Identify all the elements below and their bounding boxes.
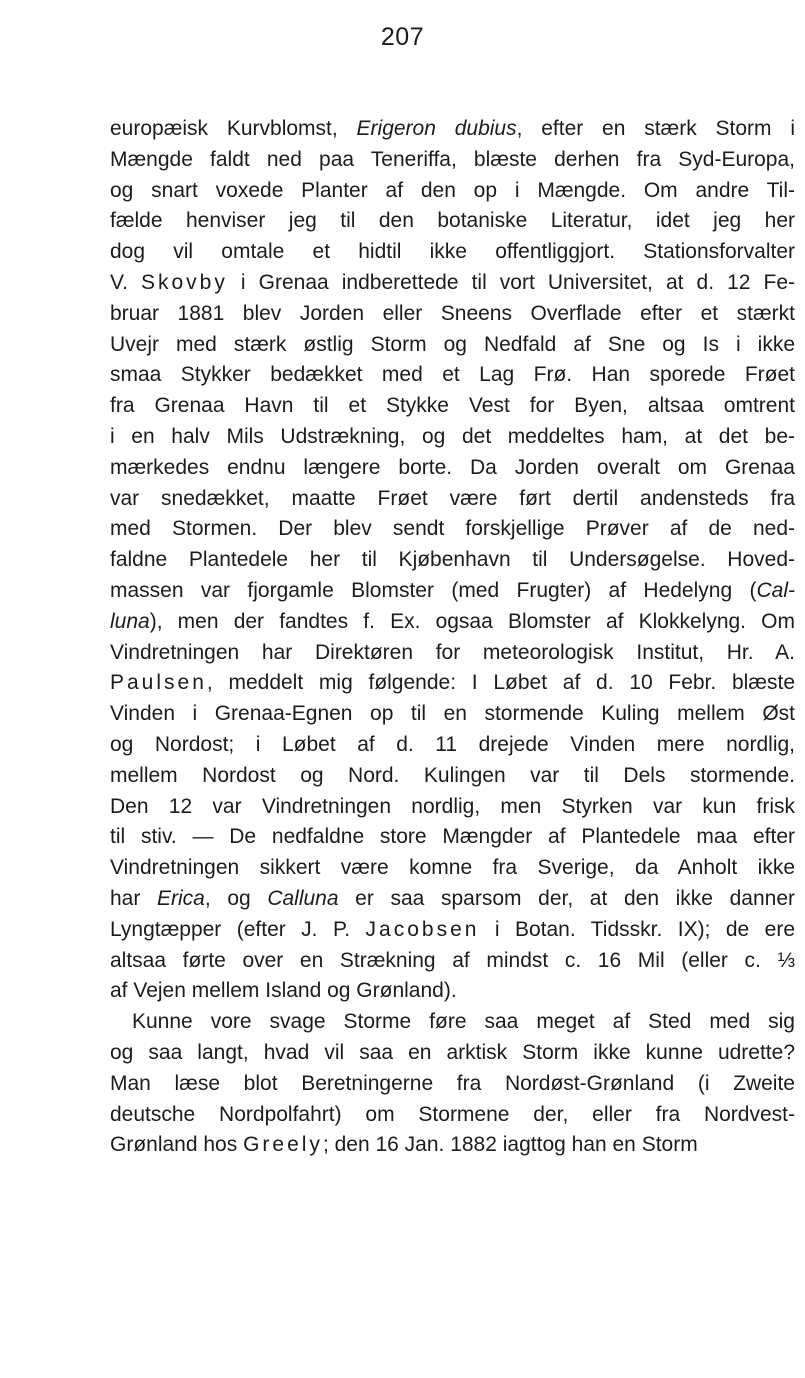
text-run: Lyngtæpper (efter J. P.	[110, 917, 366, 941]
text-run: i Botan. Tidsskr. IX); de ere	[479, 917, 795, 941]
text-line	[110, 114, 795, 145]
text-run: er saa sparsom der, at den ikke danner	[338, 886, 795, 910]
text-line	[110, 453, 795, 484]
text-run: faldne Plantedele her til Kjøbenhavn til Undersøgelse. Hoved-	[110, 548, 795, 572]
text-run: Erica	[157, 886, 205, 910]
text-line	[110, 576, 795, 607]
text-line	[110, 268, 795, 299]
text-line	[110, 299, 795, 330]
text-run: ; den 16 Jan. 1882 iagttog han en Storm	[322, 1133, 698, 1157]
text-run: Kunne vore svage Storme føre saa meget af Sted med sig	[132, 1010, 795, 1034]
text-line	[110, 976, 795, 1007]
text-line	[110, 822, 795, 853]
body-text	[110, 114, 795, 1161]
text-run: Vindretningen har Direktøren for meteorologisk Institut, Hr. A.	[110, 640, 795, 664]
text-run: altsaa førte over en Strækning af mindst c. 16 Mil (eller c. ⅓	[110, 948, 795, 972]
text-run: , meddelt mig følgende: I Løbet af d. 10 Febr. blæste	[206, 671, 795, 695]
text-run: Cal-	[756, 578, 795, 602]
text-run: fra Grenaa Havn til et Stykke Vest for Byen, altsaa omtrent	[110, 394, 795, 418]
text-run: til stiv. — De nedfaldne store Mængder af Plantedele maa efter	[110, 825, 795, 849]
text-run: har	[110, 886, 157, 910]
text-run: af Vejen mellem Island og Grønland).	[110, 979, 457, 1003]
text-line	[110, 638, 795, 669]
text-line	[110, 792, 795, 823]
text-line	[110, 484, 795, 515]
text-line	[110, 145, 795, 176]
text-run: mellem Nordost og Nord. Kulingen var til Dels stormende.	[110, 763, 795, 787]
text-run: og snart voxede Planter af den op i Mængde. Om andre Til-	[110, 178, 795, 202]
text-run: Paulsen	[110, 671, 207, 695]
text-line	[110, 761, 795, 792]
page-number: 207	[380, 23, 425, 51]
text-line	[110, 730, 795, 761]
text-run: luna	[110, 609, 150, 633]
text-run: mærkedes endnu længere borte. Da Jorden overalt om Grenaa	[110, 455, 795, 479]
text-run: Uvejr med stærk østlig Storm og Nedfald af Sne og Is i ikke	[110, 332, 795, 356]
text-run: Calluna	[267, 886, 339, 910]
text-line	[110, 915, 795, 946]
text-line	[110, 514, 795, 545]
text-line	[110, 1038, 795, 1069]
text-run: Den 12 var Vindretningen nordlig, men Styrken var kun frisk	[110, 794, 795, 818]
text-line	[110, 884, 795, 915]
text-run: V.	[110, 270, 141, 294]
text-line	[110, 422, 795, 453]
text-run: , efter en stærk Storm i	[516, 117, 795, 140]
text-run: Man læse blot Beretningerne fra Nordøst-Grønland (i Zweite	[110, 1071, 795, 1095]
text-run: og saa langt, hvad vil saa en arktisk Storm ikke kunne udrette?	[110, 1040, 795, 1064]
text-run: ), men der fandtes f. Ex. ogsaa Blomster af Klokkelyng. Om	[149, 609, 795, 633]
text-run: fælde henviser jeg til den botaniske Literatur, idet jeg her	[110, 209, 795, 233]
text-line	[110, 1007, 795, 1038]
text-run: deutsche Nordpolfahrt) om Stormene der, eller fra Nordvest-	[110, 1102, 795, 1126]
text-line	[110, 1100, 795, 1131]
text-line	[110, 545, 795, 576]
text-run: Jacobsen	[365, 917, 480, 941]
text-run: europæisk Kurvblomst,	[110, 117, 357, 140]
text-run: var snedækket, maatte Frøet være ført dertil andensteds fra	[110, 486, 795, 510]
text-run: Vinden i Grenaa-Egnen op til en stormende Kuling mellem Øst	[110, 702, 795, 726]
text-run: og Nordost; i Løbet af d. 11 drejede Vinden mere nordlig,	[110, 732, 795, 756]
text-run: , og	[204, 886, 268, 910]
text-run: dog vil omtale et hidtil ikke offentliggjort. Stationsforvalter	[110, 240, 795, 264]
text-line	[110, 699, 795, 730]
text-run: Erigeron dubius	[356, 117, 517, 140]
text-line	[110, 237, 795, 268]
text-run: Greely	[243, 1133, 323, 1157]
text-line	[110, 946, 795, 977]
text-run: Vindretningen sikkert være komne fra Sverige, da Anholt ikke	[110, 856, 795, 880]
text-run: i en halv Mils Udstrækning, og det meddeltes ham, at det be-	[110, 424, 795, 448]
text-line	[110, 1069, 795, 1100]
text-run: bruar 1881 blev Jorden eller Sneens Overflade efter et stærkt	[110, 301, 795, 325]
text-line	[110, 360, 795, 391]
text-run: i Grenaa indberettede til vort Universitet, at d. 12 Fe-	[227, 270, 796, 294]
text-run: med Stormen. Der blev sendt forskjellige Prøver af de ned-	[110, 517, 795, 541]
text-line	[110, 330, 795, 361]
text-run: massen var fjorgamle Blomster (med Frugter) af Hedelyng (	[110, 578, 757, 602]
text-run: Skovby	[140, 270, 228, 294]
text-run: Mængde faldt ned paa Teneriffa, blæste derhen fra Syd-Europa,	[110, 147, 795, 171]
text-line	[110, 668, 795, 699]
text-run: smaa Stykker bedækket med et Lag Frø. Han sporede Frøet	[110, 363, 795, 387]
text-line	[110, 206, 795, 237]
text-run: Grønland hos	[110, 1133, 244, 1157]
text-line	[110, 607, 795, 638]
text-line	[110, 853, 795, 884]
text-line	[110, 176, 795, 207]
text-line	[110, 391, 795, 422]
text-line	[110, 1130, 795, 1161]
